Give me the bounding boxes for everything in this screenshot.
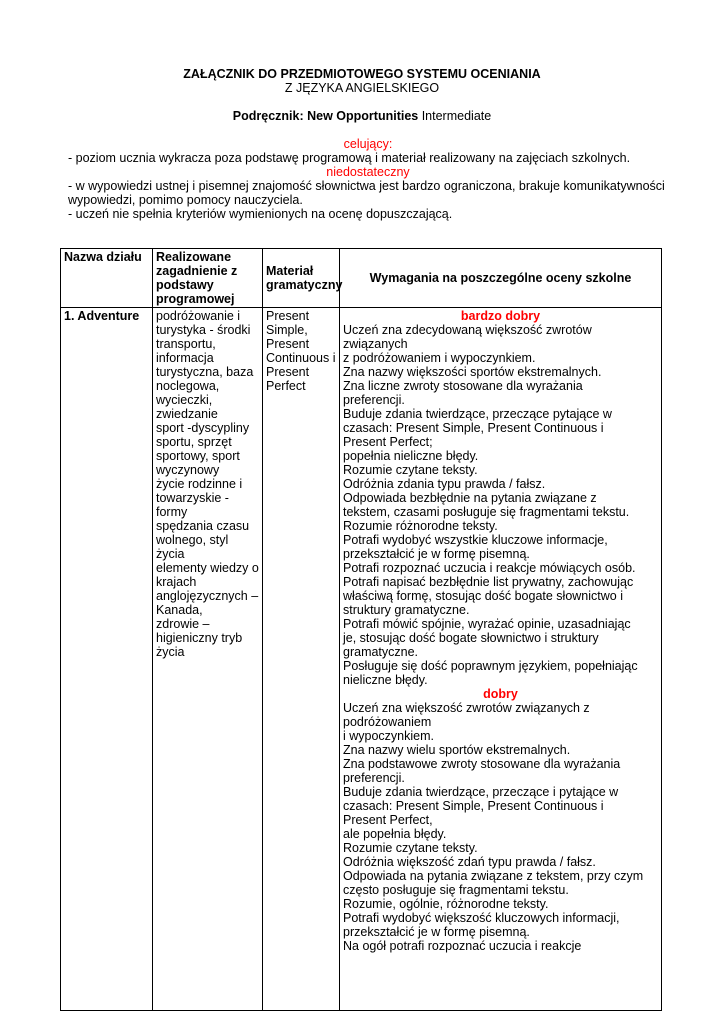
requirement-line: Rozumie czytane teksty. [343,841,478,855]
requirement-line: często posługuje się fragmentami tekstu. [343,883,569,897]
requirement-line: przekształcić je w formę pisemną. [343,925,530,939]
requirement-line: Rozumie, ogólnie, różnorodne teksty. [343,897,549,911]
requirement-line: Na ogół potrafi rozpoznać uczucia i reakcje [343,939,582,953]
topic-line: anglojęzycznych – [156,589,259,603]
topic-line: zwiedzanie [156,407,218,421]
requirements-cell [340,308,662,1011]
topic-line: wyczynowy [156,463,220,477]
requirement-line: je, stosując dość bogate słownictwo i struktury [343,631,599,645]
requirement-line: z podróżowaniem i wypoczynkiem. [343,351,536,365]
requirement-line: gramatyczne. [343,645,419,659]
requirement-line: ale popełnia błędy. [343,827,447,841]
header-grammar-line: Materiał [266,264,314,278]
textbook-level: Intermediate [418,109,492,123]
requirement-line: Odróżnia większość zdań typu prawda / fałsz. [343,855,596,869]
header-section-name: Nazwa działu [61,249,153,308]
grammar-line: Continuous i [266,351,336,365]
topic-line: wycieczki, [156,393,213,407]
requirement-line: Rozumie czytane teksty. [343,463,478,477]
section-name: 1. Adventure [64,309,140,323]
requirement-line: Potrafi mówić spójnie, wyrażać opinie, uzasadniając [343,617,631,631]
requirement-line: Rozumie różnorodne teksty. [343,519,498,533]
requirement-line: Odróżnia zdania typu prawda / fałsz. [343,477,546,491]
header-topics-line: programowej [156,292,235,306]
requirement-line: czasach: Present Simple, Present Continuous i [343,799,604,813]
requirement-line: czasach: Present Simple, Present Continuous i [343,421,604,435]
grammar-line: Present [266,365,310,379]
topic-line: higieniczny tryb [156,631,243,645]
header-grammar-line: gramatyczny [266,278,343,292]
table-row [61,308,662,1011]
header-topics-line: Realizowane [156,250,232,264]
niedostateczny-line-3: - uczeń nie spełnia kryteriów wymienionych na ocenę dopuszczającą. [68,207,453,221]
requirement-line: Potrafi wydobyć wszystkie kluczowe informacje, [343,533,608,547]
requirement-line: Potrafi wydobyć większość kluczowych informacji, [343,911,620,925]
celujacy-heading: celujący: [343,137,393,151]
grammar-line: Present [266,309,310,323]
requirement-line: Zna liczne zwroty stosowane dla wyrażania [343,379,583,393]
grammar-cell [263,308,340,1011]
document-title: ZAŁĄCZNIK DO PRZEDMIOTOWEGO SYSTEMU OCENIANIA [183,67,541,81]
topic-line: elementy wiedzy o [156,561,259,575]
requirement-line: właściwą formę, stosując dość bogate słownictwo i [343,589,623,603]
requirement-line: preferencji. [343,771,405,785]
header-grammar [263,249,343,308]
topic-line: sportu, sprzęt [156,435,232,449]
requirement-line: Odpowiada bezbłędnie na pytania związane z [343,491,597,505]
topic-line: Kanada, [156,603,203,617]
requirement-line: Potrafi rozpoznać uczucia i reakcje mówiących osób. [343,561,636,575]
requirement-line: nieliczne błędy. [343,673,428,687]
topic-line: życia [156,645,185,659]
requirement-line: przekształcić je w formę pisemną. [343,547,530,561]
topic-line: zdrowie – [156,617,210,631]
requirement-line: związanych [343,337,408,351]
niedostateczny-heading: niedostateczny [326,165,410,179]
grade-bardzo-dobry: bardzo dobry [460,309,541,323]
requirement-line: popełnia nieliczne błędy. [343,449,479,463]
topic-line: wolnego, styl życia [156,533,229,561]
topic-line: sportowy, sport [156,449,240,463]
bardzo-dobry-requirements [343,323,658,687]
requirement-line: Uczeń zna zdecydowaną większość zwrotów [343,323,592,337]
requirement-line: Zna nazwy większości sportów ekstremalnych. [343,365,602,379]
grade-dobry: dobry [483,687,518,701]
requirement-line: i wypoczynkiem. [343,729,434,743]
requirement-line: Present Perfect, [343,813,433,827]
niedostateczny-line-2: wypowiedzi, pomimo pomocy nauczyciela. [68,193,303,207]
requirement-line: tekstem, czasami posługuje się fragmentami tekstu. [343,505,630,519]
requirement-line: Posługuje się dość poprawnym językiem, popełniając [343,659,638,673]
header-topics-line: zagadnienie z [156,264,238,278]
header-topics [153,249,263,308]
topic-line: spędzania czasu [156,519,250,533]
requirement-line: Zna nazwy wielu sportów ekstremalnych. [343,743,571,757]
requirement-line: Present Perfect; [343,435,433,449]
topic-line: turystyczna, baza [156,365,254,379]
topic-line: towarzyskie - formy [156,491,229,519]
requirements-table [60,248,662,1011]
topic-line: podróżowanie i [156,309,241,323]
requirement-line: Buduje zdania twierdzące, przeczące i pytające w [343,785,619,799]
header-requirements: Wymagania na poszczególne oceny szkolne [340,249,662,308]
grammar-line: Simple, [266,323,308,337]
table-header-row [61,249,662,308]
niedostateczny-line-1: - w wypowiedzi ustnej i pisemnej znajomość słownictwa jest bardzo ograniczona, brakuje komunikatywności [68,179,665,193]
celujacy-text: - poziom ucznia wykracza poza podstawę programową i materiał realizowany na zajęciach szkolnych. [68,151,631,165]
textbook-label: Podręcznik: New Opportunities [232,109,419,123]
topic-line: informacja [156,351,214,365]
topic-line: noclegowa, [156,379,220,393]
requirement-line: struktury gramatyczne. [343,603,470,617]
grade-intro [68,137,668,221]
topics-cell [153,308,263,1011]
document-subtitle: Z JĘZYKA ANGIELSKIEGO [284,81,440,95]
topic-line: życie rodzinne i [156,477,243,491]
topic-line: transportu, [156,337,216,351]
requirement-line: podróżowaniem [343,715,432,729]
requirement-line: Buduje zdania twierdzące, przeczące pytające w [343,407,612,421]
requirement-line: Uczeń zna większość zwrotów związanych z [343,701,590,715]
topic-line: krajach [156,575,197,589]
topic-line: turystyka - środki [156,323,251,337]
requirement-line: preferencji. [343,393,405,407]
grammar-line: Present [266,337,310,351]
requirement-line: Zna podstawowe zwroty stosowane dla wyrażania [343,757,621,771]
grammar-line: Perfect [266,379,306,393]
topic-line: sport -dyscypliny [156,421,250,435]
textbook-line [0,109,724,123]
section-cell [61,308,153,1011]
requirement-line: Odpowiada na pytania związane z tekstem, przy czym [343,869,644,883]
header-topics-line: podstawy [156,278,214,292]
dobry-requirements [343,701,658,953]
requirement-line: Potrafi napisać bezbłędnie list prywatny, zachowując [343,575,634,589]
